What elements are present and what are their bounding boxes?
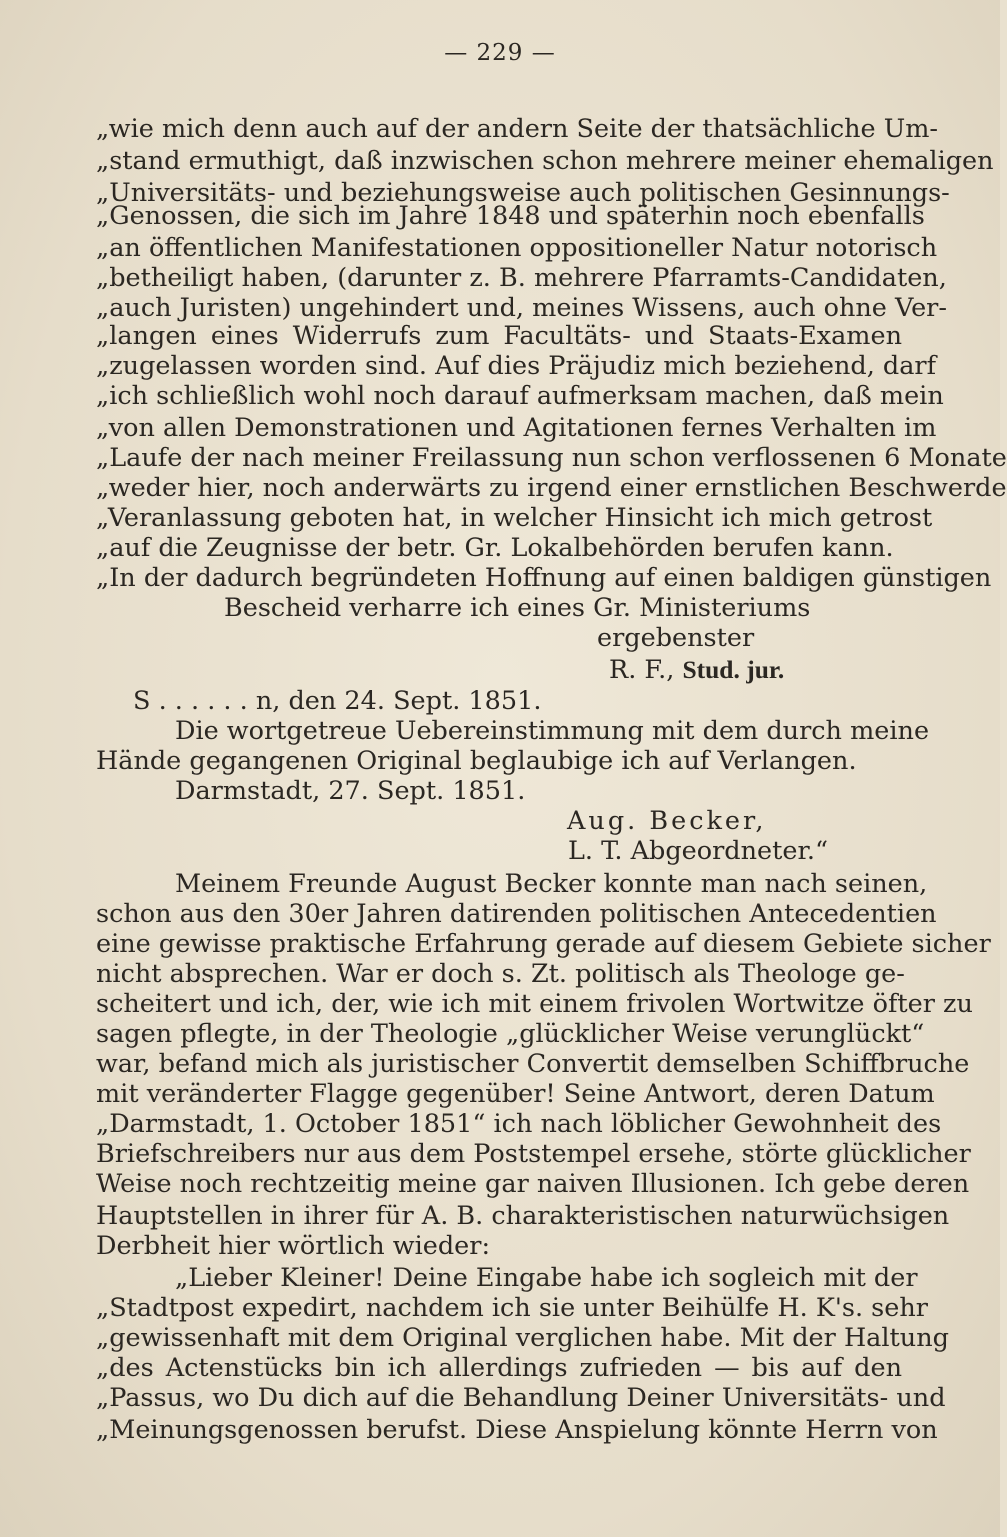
signature-initials: R. F., xyxy=(609,655,683,685)
text-line: „stand ermuthigt, daß inzwischen schon mehrere meiner ehemaligen xyxy=(96,146,994,176)
closing-word: ergebenster xyxy=(597,623,755,653)
text-line: „von allen Demonstrationen und Agitationen fernes Verhalten im xyxy=(96,413,937,443)
text-line: „Meinungsgenossen berufst. Diese Anspielung könnte Herrn von xyxy=(96,1415,938,1445)
text-line: „Genossen, die sich im Jahre 1848 und späterhin noch ebenfalls xyxy=(96,201,925,231)
place-date-line: Darmstadt, 27. Sept. 1851. xyxy=(175,776,526,806)
signature-title: Stud. jur. xyxy=(682,655,785,684)
text-line: Hauptstellen in ihrer für A. B. charakteristischen naturwüchsigen xyxy=(96,1201,950,1231)
text-line: „Stadtpost expedirt, nachdem ich sie unter Beihülfe H. K's. sehr xyxy=(96,1293,928,1323)
text-line: war, befand mich als juristischer Convertit demselben Schiffbruche xyxy=(96,1049,970,1079)
text-line: Meinem Freunde August Becker konnte man nach seinen, xyxy=(175,869,928,899)
signature-line: Aug. Becker, xyxy=(567,806,767,836)
page-number: — 229 — xyxy=(444,40,556,66)
text-line: „In der dadurch begründeten Hoffnung auf einen baldigen günstigen xyxy=(96,563,992,593)
signature-line xyxy=(609,654,899,686)
text-line: mit veränderter Flagge gegenüber! Seine Antwort, deren Datum xyxy=(96,1079,935,1109)
place-date-line: S . . . . . . n, den 24. Sept. 1851. xyxy=(133,686,542,716)
text-line: Weise noch rechtzeitig meine gar naiven Illusionen. Ich gebe deren xyxy=(96,1169,970,1199)
text-line: „Universitäts- und beziehungsweise auch politischen Gesinnungs- xyxy=(96,178,950,208)
text-line: scheitert und ich, der, wie ich mit einem frivolen Wortwitze öfter zu xyxy=(96,989,973,1019)
text-line: „Laufe der nach meiner Freilassung nun schon verflossenen 6 Monate xyxy=(96,443,1007,473)
text-line: „des Actenstücks bin ich allerdings zufrieden — bis auf den xyxy=(96,1353,902,1383)
text-line: Briefschreibers nur aus dem Poststempel ersehe, störte glücklicher xyxy=(96,1139,971,1169)
text-line: „weder hier, noch anderwärts zu irgend einer ernstlichen Beschwerde xyxy=(96,473,1007,503)
text-line: „Veranlassung geboten hat, in welcher Hinsicht ich mich getrost xyxy=(96,503,933,533)
text-line: „langen eines Widerrufs zum Facultäts- und Staats-Examen xyxy=(96,321,902,351)
text-line: „ich schließlich wohl noch darauf aufmerksam machen, daß mein xyxy=(96,381,944,411)
text-line: „an öffentlichen Manifestationen oppositioneller Natur notorisch xyxy=(96,233,938,263)
text-line: nicht absprechen. War er doch s. Zt. politisch als Theologe ge- xyxy=(96,959,905,989)
text-line: „Lieber Kleiner! Deine Eingabe habe ich sogleich mit der xyxy=(175,1263,918,1293)
text-line: „auch Juristen) ungehindert und, meines Wissens, auch ohne Ver- xyxy=(96,293,947,323)
text-line: „auf die Zeugnisse der betr. Gr. Lokalbehörden berufen kann. xyxy=(96,533,894,563)
signature-title-line: L. T. Abgeordneter.“ xyxy=(568,836,829,866)
text-line: „Darmstadt, 1. October 1851“ ich nach löblicher Gewohnheit des xyxy=(96,1109,942,1139)
text-line: „gewissenhaft mit dem Original verglichen habe. Mit der Haltung xyxy=(96,1323,949,1353)
text-line: sagen pflegte, in der Theologie „glücklicher Weise verunglückt“ xyxy=(96,1019,925,1049)
text-line: „Passus, wo Du dich auf die Behandlung Deiner Universitäts- und xyxy=(96,1383,946,1413)
text-line: Bescheid verharre ich eines Gr. Ministeriums xyxy=(224,593,811,623)
text-line: „wie mich denn auch auf der andern Seite der thatsächliche Um- xyxy=(96,114,939,144)
text-line: „zugelassen worden sind. Auf dies Präjudiz mich beziehend, darf xyxy=(96,351,937,381)
text-line: Derbheit hier wörtlich wieder: xyxy=(96,1231,491,1261)
text-line: Die wortgetreue Uebereinstimmung mit dem durch meine xyxy=(175,716,930,746)
text-line: Hände gegangenen Original beglaubige ich auf Verlangen. xyxy=(96,746,857,776)
text-line: „betheiligt haben, (darunter z. B. mehrere Pfarramts-Candidaten, xyxy=(96,263,947,293)
text-line: schon aus den 30er Jahren datirenden politischen Antecedentien xyxy=(96,899,937,929)
text-line: eine gewisse praktische Erfahrung gerade auf diesem Gebiete sicher xyxy=(96,929,991,959)
